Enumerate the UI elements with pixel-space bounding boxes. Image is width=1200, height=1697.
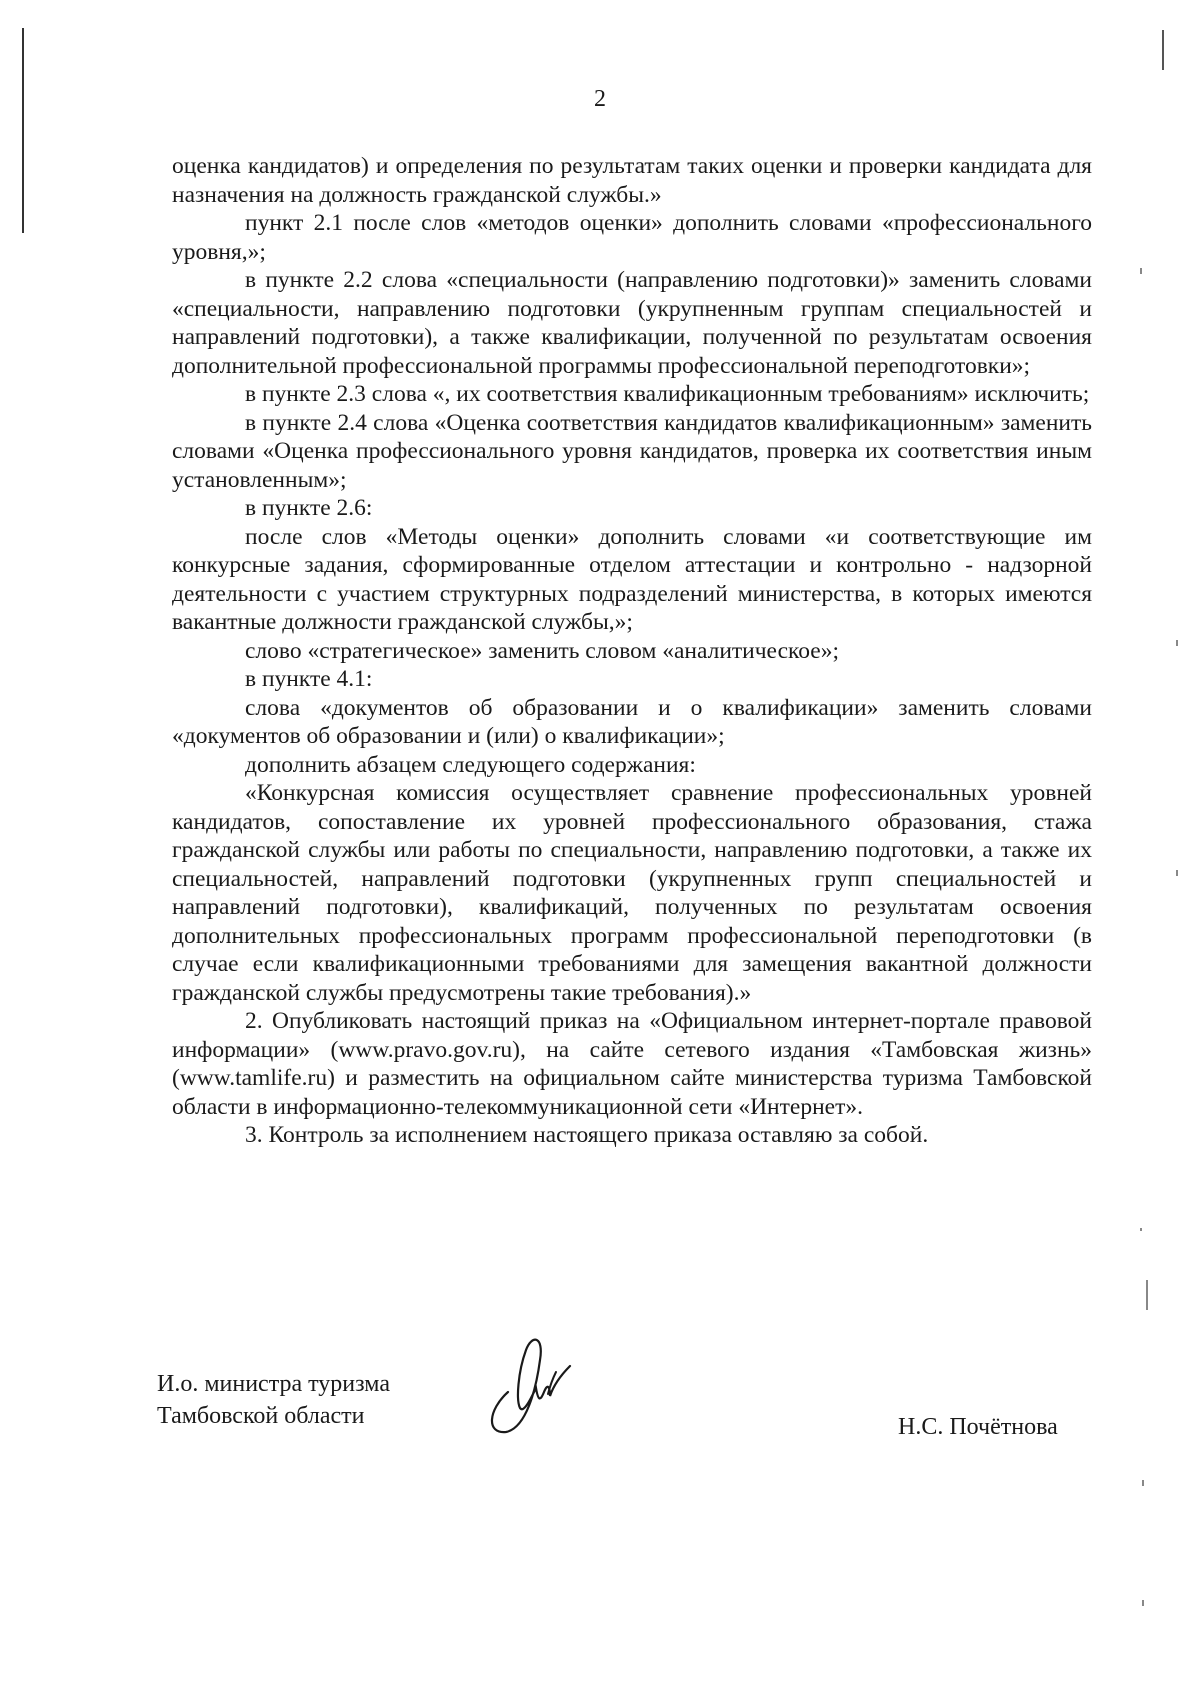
signatory-position-line: Тамбовской области	[157, 1403, 365, 1429]
handwritten-signature	[478, 1330, 588, 1440]
paragraph: в пункте 2.6:	[245, 495, 373, 521]
scan-dot	[1146, 1280, 1148, 1310]
scan-dot	[1176, 640, 1178, 646]
scan-dot	[1142, 1480, 1144, 1486]
paragraph: в пункте 2.3 слова «, их соответствия квалификационным требованиям» исключить;	[245, 381, 1090, 407]
scan-edge-mark	[1162, 30, 1164, 70]
paragraph: дополнить абзацем следующего содержания:	[245, 751, 696, 778]
signatory-position-line: И.о. министра туризма	[157, 1371, 390, 1397]
paragraph: в пункте 2.2 слова «специальности (направлению подготовки)» заменить словами «специальности, направлению подготовки (укрупненным группам специальностей и направлений подготовки), а также квалификации, полученной по результатам освоения дополнительной профессиональной программы профессиональной переподготовки»;	[172, 267, 1092, 379]
paragraph: слова «документов об образовании и о квалификации» заменить словами «документов об образовании и (или) о квалификации»;	[172, 694, 1092, 749]
paragraph: после слов «Методы оценки» дополнить словами «и соответствующие им конкурсные задания, сформированные отделом аттестации и контрольно - надзорной деятельности с участием структурных подразделений министерства, в которых имеются вакантные должности гражданской службы,»;	[172, 523, 1092, 635]
scan-dot	[1140, 268, 1142, 274]
paragraph: 3. Контроль за исполнением настоящего приказа оставляю за собой.	[245, 1122, 929, 1148]
signatory-position	[157, 1368, 390, 1432]
scan-dot	[1176, 870, 1178, 876]
paragraph: 2. Опубликовать настоящий приказ на «Официальном интернет-портале правовой информации» (www.pravo.gov.ru), на сайте сетевого издания «Тамбовская жизнь» (www.tamlife.ru) и разместить на официальном сайте министерства туризма Тамбовской области в информационно-телекоммуникационной сети «Интернет».	[172, 1008, 1092, 1120]
paragraph: в пункте 4.1:	[245, 666, 373, 692]
scan-dot	[1142, 1600, 1144, 1606]
paragraph: в пункте 2.4 слова «Оценка соответствия кандидатов квалификационным» заменить словами «Оценка профессионального уровня кандидатов, проверка их соответствия иным установленным»;	[172, 409, 1092, 493]
document-body	[172, 152, 1092, 1150]
paragraph: «Конкурсная комиссия осуществляет сравнение профессиональных уровней кандидатов, сопоставление их уровней профессионального образования, стажа гражданской службы или работы по специальности, направлению подготовки, а также их специальностей, направлений подготовки (укрупненных групп специальностей и направлений подготовки), квалификаций, полученных по результатам освоения дополнительных профессиональных программ профессиональной переподготовки (в случае если квалификационными требованиями для замещения вакантной должности гражданской службы предусмотрены такие требования).»	[172, 780, 1092, 1006]
scan-edge-line	[22, 28, 24, 233]
paragraph: пункт 2.1 после слов «методов оценки» дополнить словами «профессионального уровня,»;	[172, 210, 1092, 265]
scan-dot	[1140, 1228, 1142, 1231]
page-number: 2	[594, 86, 606, 112]
paragraph: оценка кандидатов) и определения по результатам таких оценки и проверки кандидата для назначения на должность гражданской службы.»	[172, 153, 1092, 208]
paragraph: слово «стратегическое» заменить словом «аналитическое»;	[245, 637, 839, 664]
signatory-name: Н.С. Почётнова	[898, 1414, 1058, 1440]
